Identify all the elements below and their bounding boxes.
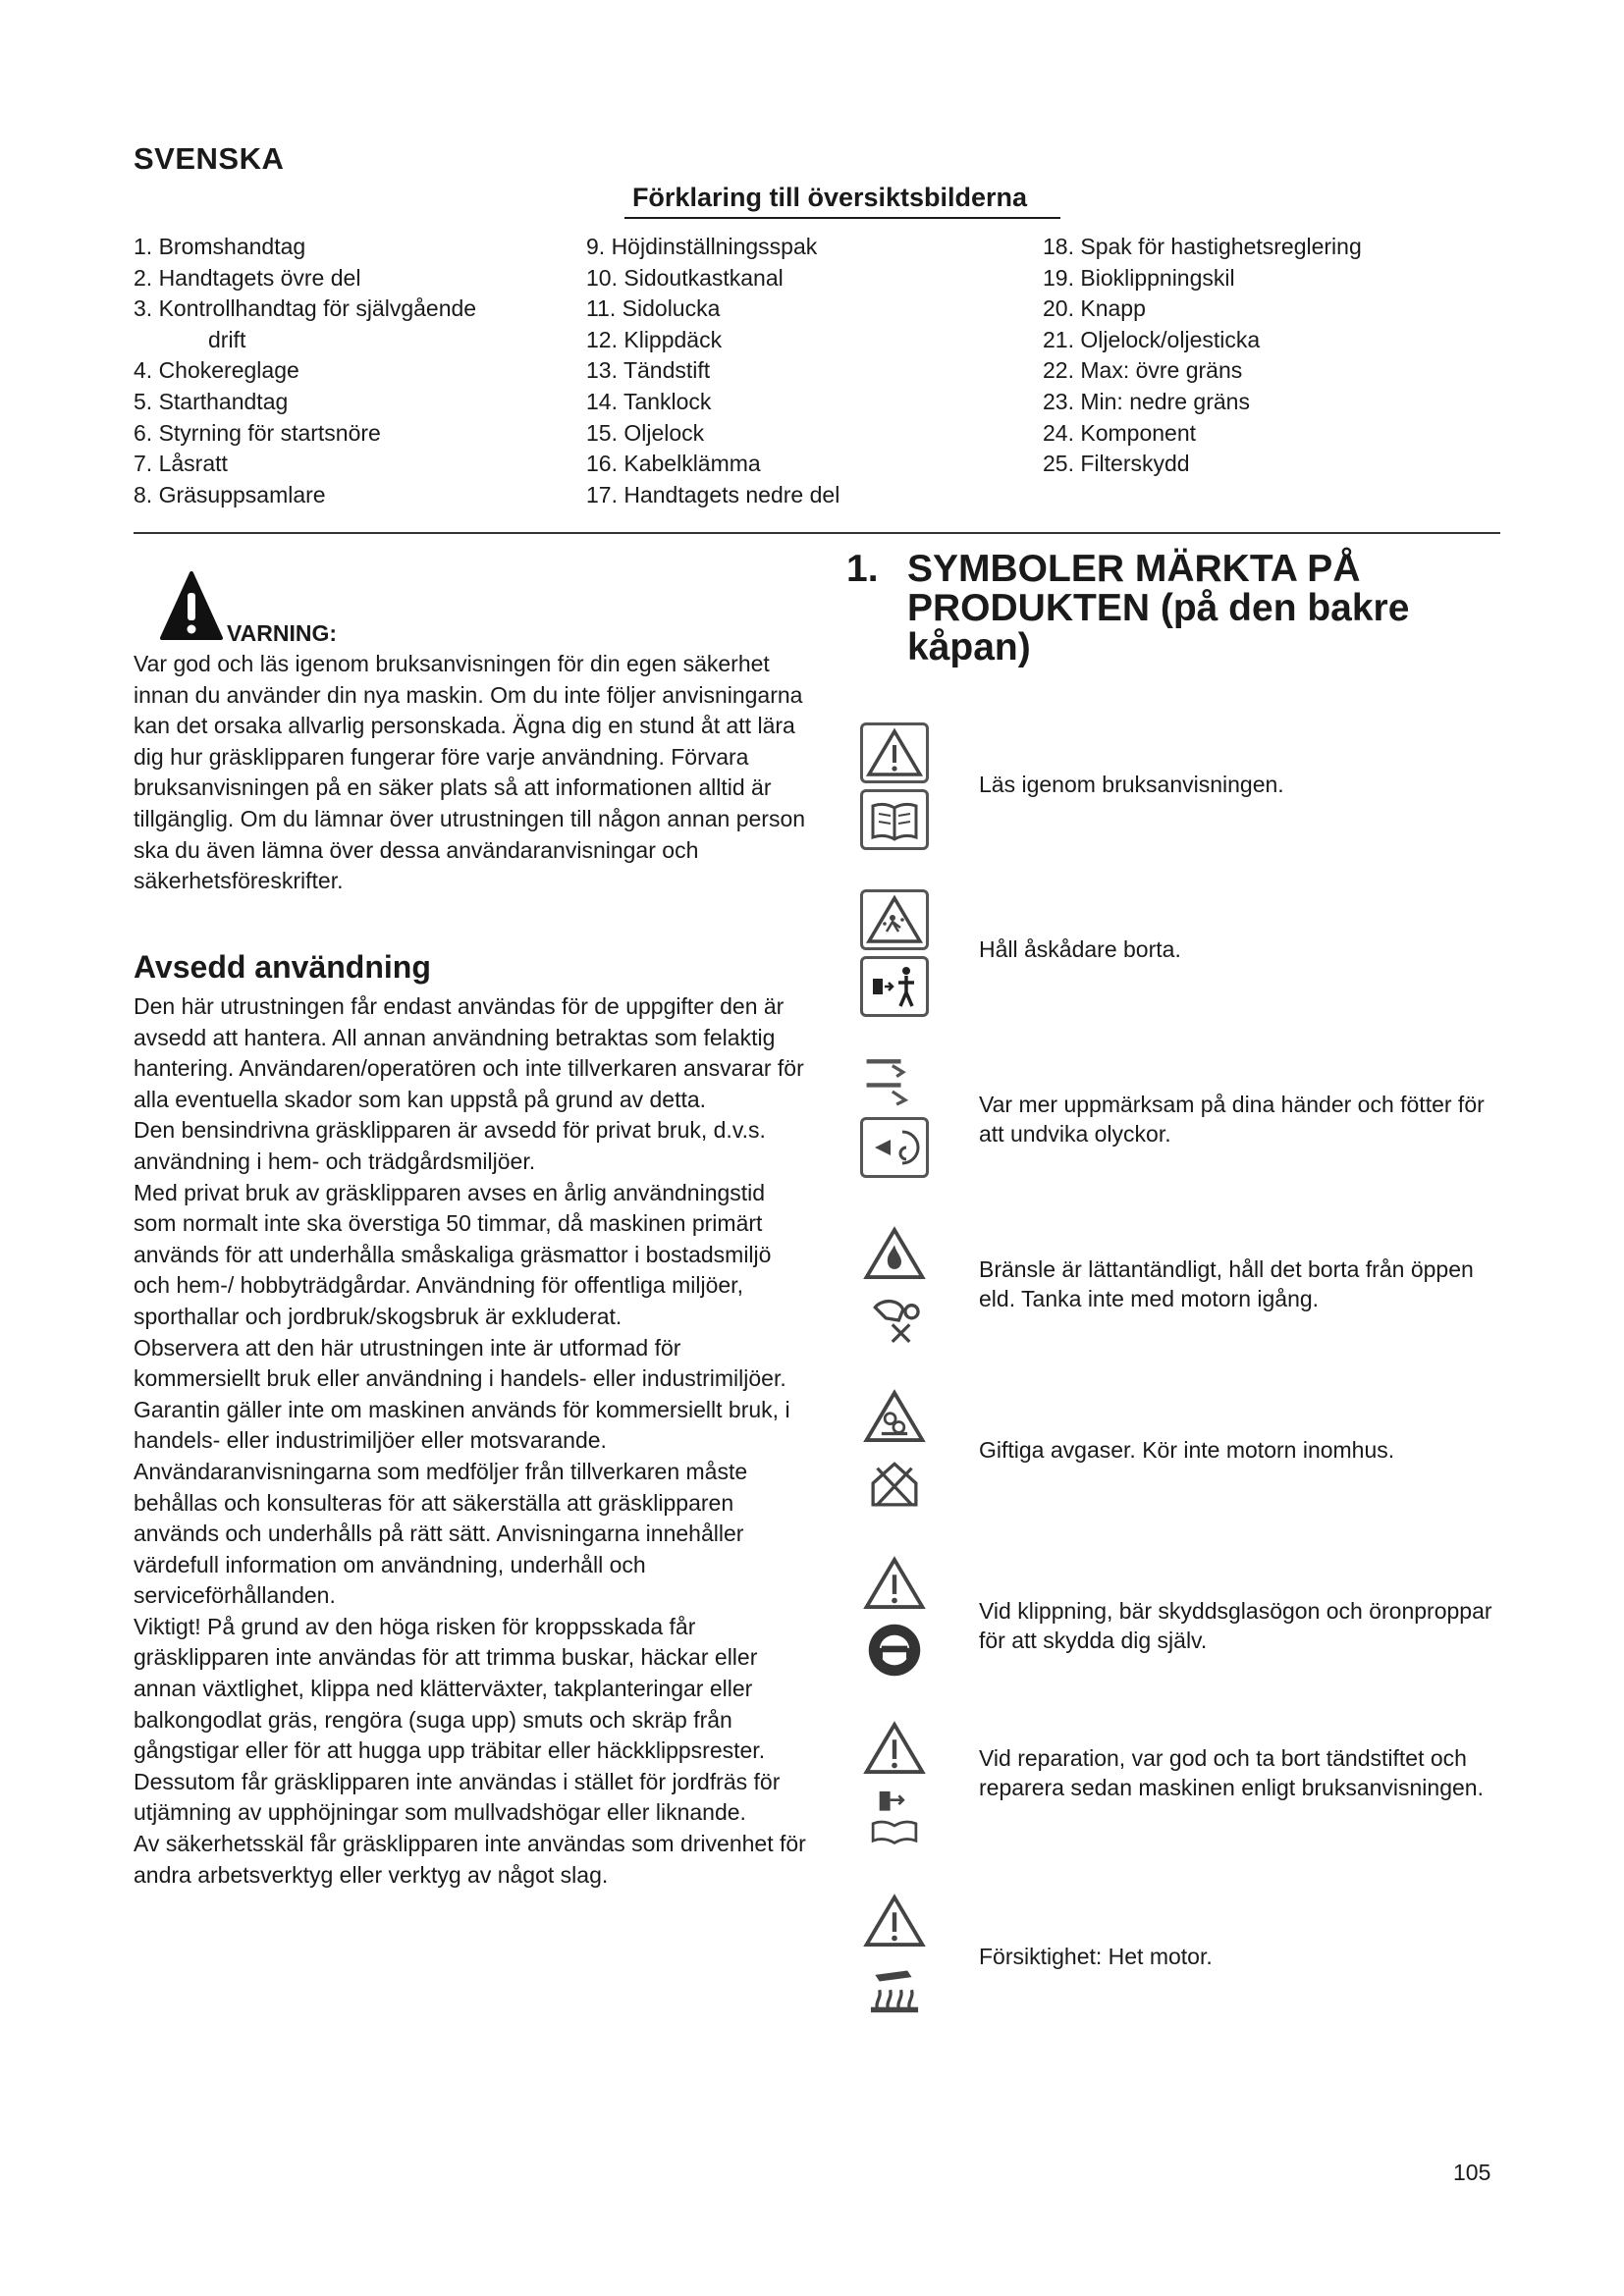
legend-column-3 [1043,232,1362,480]
legend-item: 14. Tanklock [586,388,712,414]
legend-item: 11. Sidolucka [586,295,721,322]
thrown-objects-warning-icon [860,889,929,950]
intended-use-paragraph: Användaranvisningarna som medföljer från tillverkaren måste behållas och konsulteras för att säkerställa att gräsklipparen används och underhålls på rätt sätt. Anvisningarna innehåller värdefull information om användning, underhåll och serviceförhållanden. [134,1458,748,1609]
intended-use-paragraph: Av säkerhetsskäl får gräsklipparen inte användas som drivenhet för andra arbetsverktyg eller verktyg av något slag. [134,1831,806,1888]
symbol-row-spark-plug [860,1718,1528,1865]
symbols-heading-number: 1. [846,548,879,590]
intended-use-paragraph: Viktigt! På grund av den höga risken för kroppsskada får gräsklipparen inte användas för att trimma buskar, häckar eller annan växtlighet, klippa ned klätterväxter, takplanteringar eller balkongodlat gräs, rengöra (suga upp) smuts och skräp från gångstigar eller för att hugga upp träbitar eller häckklippsrester. Dessutom får gräsklipparen inte användas i stället för jordfräs för utjämning av upphöjningar som mullvadshögar eller liknande. [134,1613,781,1826]
legend-item: 1. Bromshandtag [134,234,306,259]
symbol-description: Giftiga avgaser. Kör inte motorn inomhus. [979,1437,1395,1463]
legend-item: 6. Styrning för startsnöre [134,419,381,446]
hot-surface-icon [860,1957,929,2018]
legend-title-text: Förklaring till översiktsbilderna [631,183,1028,212]
legend-column-2 [586,232,839,510]
legend-item: 7. Låsratt [134,451,228,477]
symbols-heading [846,550,1534,667]
intended-use-paragraph: Den här utrustningen får endast användas för de uppgifter den är avsedd att hantera. All annan användning betraktas som felaktig hantering. Användaren/operatören och inte tillverkaren ansvarar för alla eventuella skador som kan uppstå på grund av detta. [134,993,804,1112]
section-divider [134,532,1500,534]
symbol-description: Vid klippning, bär skyddsglasögon och öronproppar för att skydda dig själv. [979,1598,1492,1653]
legend-item: 22. Max: övre gräns [1043,357,1243,384]
legend-item: 2. Handtagets övre del [134,264,361,291]
legend-item: 12. Klippdäck [586,326,723,352]
symbol-row-exhaust [860,1386,1528,1533]
legend-item: 23. Min: nedre gräns [1043,388,1250,414]
section-language-title: SVENSKA [134,141,285,176]
legend-item: 17. Handtagets nedre del [586,481,840,507]
intended-use-heading: Avsedd användning [134,949,431,985]
legend-item: 3. Kontrollhandtag för självgående [134,295,477,322]
legend-item: 15. Oljelock [586,419,705,446]
symbol-description: Läs igenom bruksanvisningen. [979,772,1284,797]
symbol-description: Bränsle är lättantändligt, håll det borta från öppen eld. Tanka inte med motorn igång. [979,1256,1474,1311]
legend-item: 21. Oljelock/oljesticka [1043,326,1261,352]
legend-item: 20. Knapp [1043,295,1146,322]
symbol-row-protection [860,1553,1528,1700]
intended-use-paragraph: Den bensindrivna gräsklipparen är avsedd för privat bruk, d.v.s. användning i hem- och trädgårdsmiljöer. [134,1117,766,1174]
legend-item: 16. Kabelklämma [586,451,761,477]
legend-item: 9. Höjdinställningsspak [586,234,818,259]
symbol-row-hot-engine [860,1891,1528,2038]
warning-triangle-icon [159,569,224,647]
symbol-description: Var mer uppmärksam på dina händer och fötter för att undvika olyckor. [979,1092,1485,1147]
warning-triangle-icon [860,1718,929,1779]
warning-triangle-icon [860,722,929,783]
warning-triangle-icon [860,1553,929,1614]
legend-title-underline [624,217,1060,219]
eye-ear-protection-icon [860,1620,929,1681]
legend-item: 19. Bioklippningskil [1043,264,1235,291]
intended-use-paragraph: Observera att den här utrustningen inte är utformad för kommersiellt bruk eller användning i handels- eller industrimiljöer. Garantin gäller inte om maskinen används för kommersiellt bruk, i handels- eller industrimiljöer eller motsvarande. [134,1334,790,1454]
no-indoor-use-icon [860,1453,929,1514]
legend-item: 24. Komponent [1043,419,1197,446]
flammable-warning-icon [860,1223,929,1284]
legend-title [0,183,1561,213]
legend-item: 4. Chokereglage [134,357,299,384]
legend-item: 13. Tändstift [586,357,711,384]
symbol-row-fuel [860,1223,1528,1370]
warning-text: Var god och läs igenom bruksanvisningen för din egen säkerhet innan du använder din nya maskin. Om du inte följer anvisningarna kan det orsaka allvarlig personskada. Ägna dig en stund åt att lära dig hur gräsklipparen fungerar före varje användning. Förvara bruksanvisningen på en säker plats så att informationen alltid är tillgänglig. Om du lämnar över utrustningen till någon annan person ska du även lämna över dessa användaranvisningar och säkerhetsföreskrifter. [134,651,806,894]
page-number: 105 [1453,2160,1491,2185]
spark-plug-manual-icon [860,1785,929,1845]
legend-item: 25. Filterskydd [1043,451,1190,477]
rotating-blade-icon [860,1117,929,1178]
symbol-row-read-manual [860,722,1528,870]
symbols-heading-text: SYMBOLER MÄRKTA PÅ PRODUKTEN (på den bakre kåpan) [907,548,1410,668]
legend-item-continuation: drift [208,326,246,352]
open-book-icon [860,789,929,850]
toxic-fumes-warning-icon [860,1386,929,1447]
symbol-row-bystanders [860,889,1528,1037]
symbol-row-hands-feet [860,1050,1528,1198]
intended-use-body [134,991,811,1891]
legend-column-1 [134,232,476,510]
warning-title: VARNING: [227,620,338,646]
intended-use-paragraph: Med privat bruk av gräsklipparen avses en årlig användningstid som normalt inte ska överstiga 50 timmar, då maskinen primärt används för att underhålla småskaliga gräsmattor i bostadsmiljö och hem-/ hobbyträdgårdar. Användning för offentliga miljöer, sporthallar och jordbruk/skogsbruk är exkluderat. [134,1179,772,1329]
legend-item: 18. Spak för hastighetsreglering [1043,234,1362,259]
no-refuel-running-icon [860,1290,929,1351]
legend-item: 5. Starthandtag [134,388,289,414]
keep-distance-person-icon [860,956,929,1017]
symbol-description: Försiktighet: Het motor. [979,1944,1213,1969]
legend-item: 10. Sidoutkastkanal [586,264,784,291]
warning-triangle-icon [860,1891,929,1951]
legend-item: 8. Gräsuppsamlare [134,481,326,507]
hand-feet-blade-icon [860,1050,929,1111]
symbol-description: Vid reparation, var god och ta bort tändstiftet och reparera sedan maskinen enligt bruksanvisningen. [979,1745,1484,1800]
symbol-description: Håll åskådare borta. [979,936,1181,962]
